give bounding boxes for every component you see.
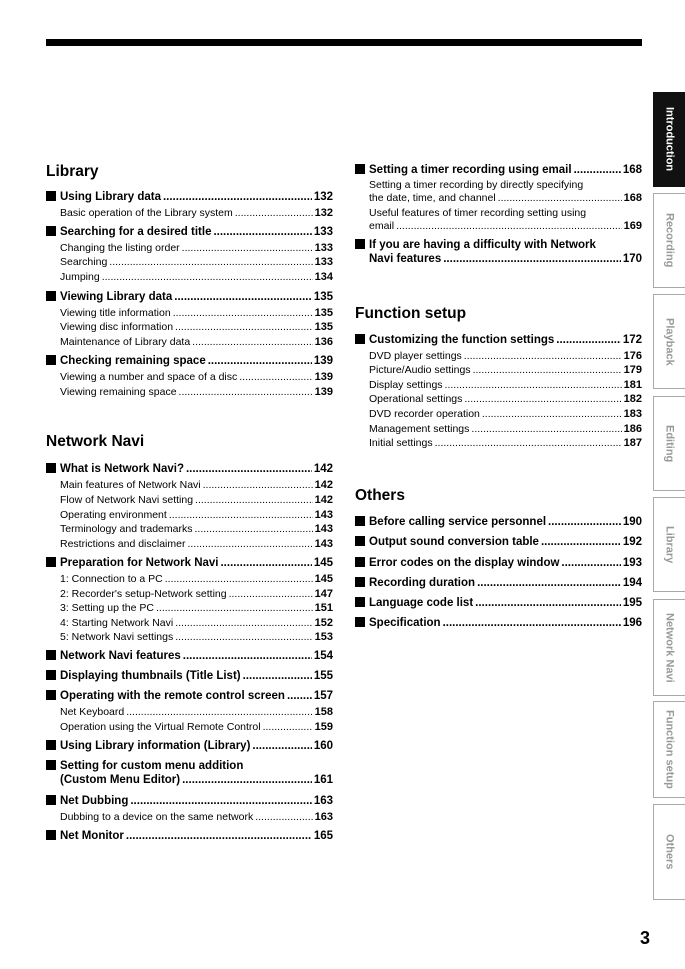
square-bullet-icon bbox=[46, 355, 56, 365]
header-rule bbox=[46, 39, 642, 46]
square-bullet-icon bbox=[355, 516, 365, 526]
square-bullet-icon bbox=[355, 557, 365, 567]
square-bullet-icon bbox=[46, 760, 56, 770]
square-bullet-icon bbox=[355, 334, 365, 344]
tab-network-navi[interactable]: Network Navi bbox=[653, 599, 685, 696]
square-bullet-icon bbox=[46, 830, 56, 840]
square-bullet-icon bbox=[355, 239, 365, 249]
square-bullet-icon bbox=[46, 291, 56, 301]
square-bullet-icon bbox=[355, 577, 365, 587]
square-bullet-icon bbox=[355, 597, 365, 607]
tab-library[interactable]: Library bbox=[653, 497, 685, 592]
section-title-function-setup: Function setup bbox=[355, 305, 467, 322]
section-title-library: Library bbox=[46, 163, 99, 180]
square-bullet-icon bbox=[46, 463, 56, 473]
square-bullet-icon bbox=[46, 670, 56, 680]
page-number: 3 bbox=[640, 928, 651, 948]
section-title-others: Others bbox=[355, 487, 405, 504]
tab-others[interactable]: Others bbox=[653, 804, 685, 900]
square-bullet-icon bbox=[46, 226, 56, 236]
tab-editing[interactable]: Editing bbox=[653, 396, 685, 491]
square-bullet-icon bbox=[355, 536, 365, 546]
section-title-network-navi: Network Navi bbox=[46, 433, 145, 450]
square-bullet-icon bbox=[355, 617, 365, 627]
square-bullet-icon bbox=[46, 557, 56, 567]
square-bullet-icon bbox=[46, 795, 56, 805]
square-bullet-icon bbox=[46, 191, 56, 201]
tab-recording[interactable]: Recording bbox=[653, 193, 685, 288]
square-bullet-icon bbox=[46, 690, 56, 700]
square-bullet-icon bbox=[46, 740, 56, 750]
square-bullet-icon bbox=[355, 164, 365, 174]
tab-function-setup[interactable]: Function setup bbox=[653, 701, 685, 798]
square-bullet-icon bbox=[46, 650, 56, 660]
tab-playback[interactable]: Playback bbox=[653, 294, 685, 389]
tab-introduction[interactable]: Introduction bbox=[653, 92, 685, 187]
